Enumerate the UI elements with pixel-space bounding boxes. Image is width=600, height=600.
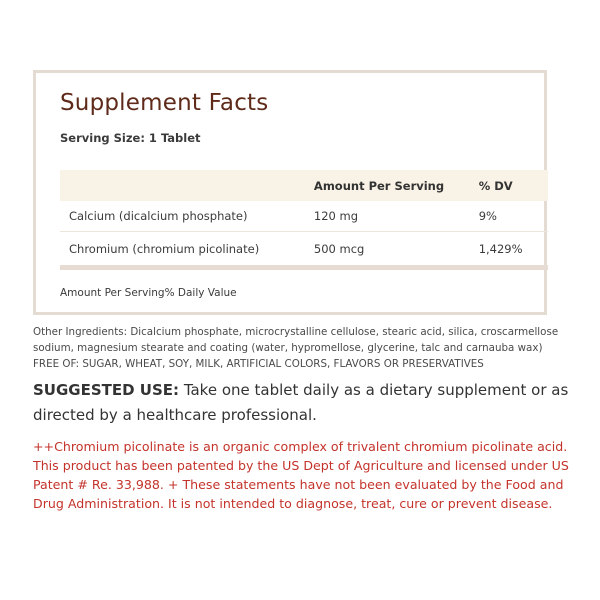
- disclaimer-text: ++Chromium picolinate is an organic complex of trivalent chromium picolinate acid. This product has been patented by the US Dept of Agriculture and licensed under US Patent # Re. 33,988. + These statements have not been evaluated by the Food and Drug Administration. It is not intended to diagnose, treat, cure or prevent disease.: [33, 439, 569, 511]
- header-nutrient: [60, 170, 314, 201]
- suggested-use-text: Take one tablet daily as a dietary supplement or as directed by a healthcare professional.: [33, 381, 569, 424]
- suggested-use: [33, 378, 578, 428]
- nutrient-table: [60, 170, 548, 270]
- table-header-row: [60, 170, 548, 201]
- nutrient-name: Chromium (chromium picolinate): [60, 232, 314, 268]
- nutrient-amount: 120 mg: [314, 201, 479, 232]
- table-row: [60, 232, 548, 268]
- supplement-facts-panel: [33, 70, 547, 315]
- other-ingredients: [33, 324, 578, 372]
- serving-size: Serving Size: 1 Tablet: [60, 131, 201, 145]
- free-of-text: FREE OF: SUGAR, WHEAT, SOY, MILK, ARTIFICIAL COLORS, FLAVORS OR PRESERVATIVES: [33, 358, 484, 370]
- header-amount-per-serving: Amount Per Serving: [314, 170, 479, 201]
- daily-value-footnote: Amount Per Serving% Daily Value: [60, 287, 237, 299]
- other-ingredients-text: Other Ingredients: Dicalcium phosphate, microcrystalline cellulose, stearic acid, silica, croscarmellose sodium, magnesium stearate and coating (water, hypromellose, glycerine, talc and carnauba wax): [33, 326, 559, 354]
- header-daily-value: % DV: [479, 170, 548, 201]
- nutrient-amount: 500 mcg: [314, 232, 479, 268]
- nutrient-name: Calcium (dicalcium phosphate): [60, 201, 314, 232]
- table-row: [60, 201, 548, 232]
- suggested-use-label: SUGGESTED USE:: [33, 381, 180, 399]
- nutrient-dv: 1,429%: [479, 232, 548, 268]
- nutrient-dv: 9%: [479, 201, 548, 232]
- supplement-facts-title: Supplement Facts: [60, 90, 269, 116]
